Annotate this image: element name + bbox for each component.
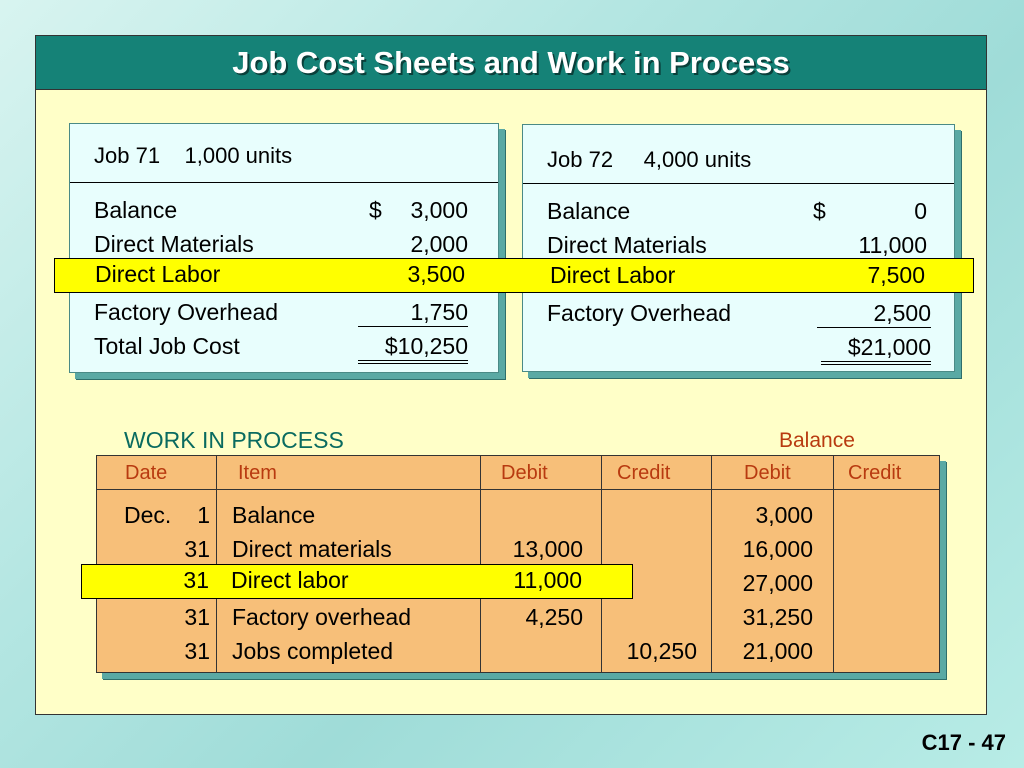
job-72-row-total [547, 334, 931, 368]
slide-panel [35, 35, 987, 715]
balance-debit: 31,250 [742, 604, 813, 630]
currency-sign: $ [369, 197, 382, 223]
job-71-direct-labor-value: 3,500 [407, 261, 465, 287]
job-72-cost-sheet [522, 124, 955, 372]
date-day: 31 [184, 604, 210, 630]
balance-debit: 3,000 [755, 502, 813, 528]
row-label: Balance [547, 198, 631, 224]
job-71-header-rule [70, 182, 498, 183]
row-label: Direct Materials [94, 231, 254, 257]
total-value: $21,000 [821, 334, 931, 365]
col-header-balance-credit: Credit [848, 462, 902, 484]
job-71-row-total [94, 333, 468, 367]
date-day: 31 [184, 536, 210, 562]
ledger-row [97, 502, 941, 536]
row-label: Factory Overhead [94, 299, 279, 325]
job-72-row-balance [547, 198, 927, 232]
header-rule [97, 489, 939, 490]
col-header-date: Date [125, 462, 168, 484]
item: Balance [232, 502, 316, 528]
row-value: 2,500 [817, 300, 931, 328]
row-value: 0 [914, 198, 927, 224]
direct-labor-highlight [54, 258, 974, 293]
page-title: Job Cost Sheets and Work in Process [232, 44, 790, 80]
date-day: 31 [184, 638, 210, 664]
total-value: $10,250 [358, 333, 468, 364]
job-72-direct-labor-value: 7,500 [867, 262, 925, 288]
currency-sign: $ [813, 198, 826, 224]
item: Direct labor [231, 567, 349, 593]
balance-debit: 27,000 [742, 570, 813, 596]
row-label: Direct Materials [547, 232, 707, 258]
col-header-debit: Debit [501, 462, 548, 484]
item: Direct materials [232, 536, 392, 562]
page-number: C17 - 47 [921, 730, 1006, 755]
debit: 11,000 [513, 567, 582, 593]
title-bar [36, 36, 986, 90]
col-header-item: Item [238, 462, 277, 484]
job-72-header-rule [523, 183, 954, 184]
balance-debit: 21,000 [742, 638, 813, 664]
balance-label: Balance [779, 429, 855, 452]
ledger-row [97, 604, 941, 638]
debit: 13,000 [512, 536, 583, 562]
date-day: 31 [183, 567, 209, 593]
wip-account-title: WORK IN PROCESS [124, 427, 344, 453]
ledger-row [97, 638, 941, 672]
job-72-row-factory-overhead [547, 300, 931, 334]
col-header-credit: Credit [617, 462, 671, 484]
row-label: Factory Overhead [547, 300, 732, 326]
col-header-balance-debit: Debit [744, 462, 791, 484]
job-71-row-balance [94, 197, 468, 231]
item: Jobs completed [232, 638, 394, 664]
date-month: Dec. [124, 502, 172, 528]
row-label: Balance [94, 197, 178, 223]
balance-debit: 16,000 [742, 536, 813, 562]
date-day: 1 [197, 502, 210, 528]
job-72-direct-labor-label: Direct Labor [550, 262, 676, 288]
job-72-header: Job 72 4,000 units [547, 147, 752, 172]
job-71-cost-sheet [69, 123, 499, 373]
job-71-row-factory-overhead [94, 299, 468, 333]
credit: 10,250 [626, 638, 697, 664]
debit: 4,250 [525, 604, 583, 630]
row-value: 11,000 [858, 232, 927, 258]
direct-labor-ledger-highlight [81, 564, 633, 599]
row-label: Total Job Cost [94, 333, 240, 359]
job-71-direct-labor-label: Direct Labor [95, 261, 221, 287]
row-value: 3,000 [410, 197, 468, 223]
job-71-header: Job 71 1,000 units [94, 143, 293, 168]
row-value: 2,000 [410, 231, 468, 257]
item: Factory overhead [232, 604, 411, 630]
row-value: 1,750 [358, 299, 468, 327]
